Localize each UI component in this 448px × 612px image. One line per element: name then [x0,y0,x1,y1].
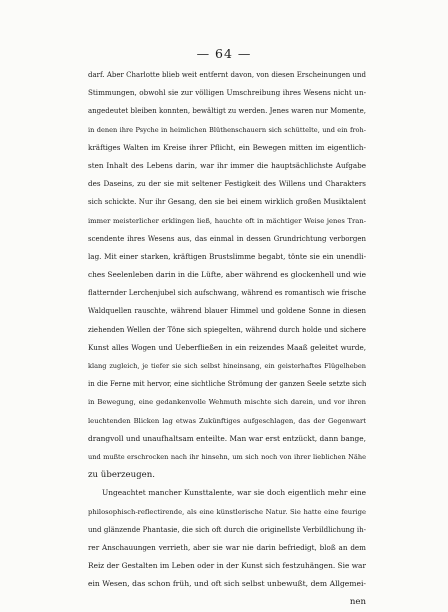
text-line: scendente ihres Wesens aus, das einmal in dessen Grundrichtung verborgen [88,234,366,243]
text-line: leuchtenden Blicken lag etwas Zukünftiges aufgeschlagen, das der Gegenwart [88,416,366,425]
text-line: klang zugleich, je tiefer sie sich selbst hineinsang, ein geisterhaftes Flügelheben [88,362,366,370]
text-line: sten Inhalt des Lebens darin, war ihr immer die hauptsächlichste Aufgabe [88,160,366,170]
text-line: Kunst alles Wogen und Ueberfließen in ein reizendes Maaß geleitet wurde, [88,342,366,352]
text-line: flatternder Lerchenjubel sich aufschwang, während es romantisch wie frische [88,289,366,298]
text-line: immer meisterlicher erklingen ließ, hauchte oft in mächtiger Weise jenes Tran- [88,216,366,225]
text-line: in die Ferne mit hervor, eine sichtliche Strömung der ganzen Seele setzte sich [88,380,366,389]
text-line: Reiz der Gestalten im Leben oder in der Kunst sich festzuhängen. Sie war [88,561,366,571]
text-line: Waldquellen rauschte, während blauer Himmel und goldene Sonne in diesen [88,307,366,316]
text-line: rer Anschauungen verrieth, aber sie war nie darin befriedigt, bloß an dem [88,542,366,552]
text-line: angedeutet bleiben konnten, bewältigt zu werden. Jenes waren nur Momente, [88,107,366,116]
text-line: kräftiges Walten im Kreise ihrer Pflicht, ein Bewegen mitten im eigentlich- [88,142,366,152]
text-line: sich schickte. Nur ihr Gesang, den sie bei einem wirklich großen Musiktalent [88,198,366,207]
text-line: ches Seelenleben darin in die Lüfte, aber während es glockenhell und wie [88,270,366,280]
text-line: lag. Mit einer starken, kräftigen Brustslimme begabt, tönte sie ein unendli- [88,251,366,261]
text-line: Ungeachtet mancher Kunsttalente, war sie doch eigentlich mehr eine [102,488,366,498]
text-line: und glänzende Phantasie, die sich oft durch die originellste Verbildlichung ih- [88,525,366,534]
text-line: und mußte erschrocken nach ihr hinsehn, um sich noch von ihrer lieblichen Nähe [88,452,366,461]
text-line: drangvoll und unaufhaltsam enteilte. Man war erst entzückt, dann bange, [88,433,366,443]
body-text [88,66,366,612]
text-line: des Daseins, zu der sie mit seltener Festigkeit des Willens und Charakters [88,179,366,189]
text-line: Stimmungen, obwohl sie zur völligen Umschreibung ihres Wesens nicht un- [88,88,366,98]
text-line: darf. Aber Charlotte blieb weit entfernt davon, von diesen Erscheinungen und [88,71,366,79]
catchword: nen [349,597,366,608]
text-line: ziehenden Wellen der Töne sich spiegelten, während durch holde und sichere [88,325,366,334]
text-line: in Bewegung, eine gedankenvolle Wehmuth mischte sich darein, und vor ihren [88,398,366,407]
text-line: ein Wesen, das schon früh, und oft sich selbst unbewußt, dem Allgemei- [88,579,366,589]
page-number: — 64 — [196,46,252,61]
text-line: philosophisch-reflectirende, als eine künstlerische Natur. Sie hatte eine feurige [88,507,366,516]
text-line: in denen ihre Psyche in heimlichen Blüthenschauern sich schüttelte, und ein froh- [88,125,366,134]
text-line: zu überzeugen. [88,470,156,481]
